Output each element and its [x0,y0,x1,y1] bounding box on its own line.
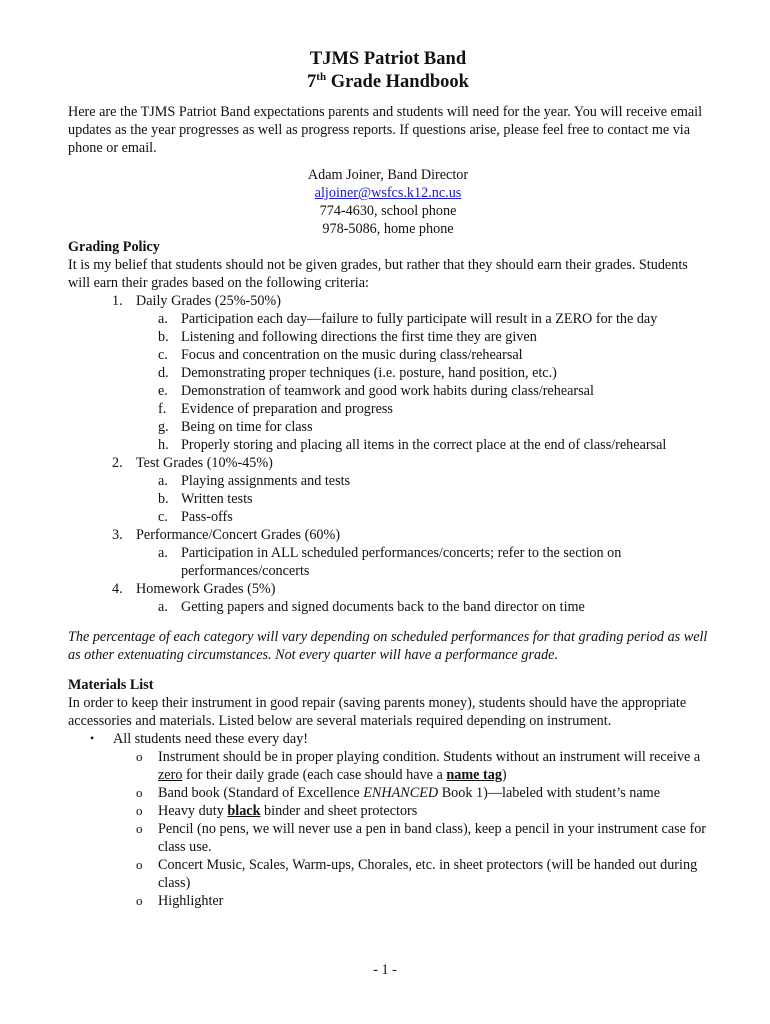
binder-text-pre: Heavy duty [158,803,228,819]
title-line-1: TJMS Patriot Band [309,49,467,69]
highlighter-text: Highlighter [158,893,224,909]
concert-music-text: Concert Music, Scales, Warm-ups, Chorales, etc. in sheet protectors (will be handed out during class) [158,857,698,891]
grading-subcriterion [68,328,708,346]
sub-bullet-marker: o [136,749,143,764]
binder-text-post: binder and sheet protectors [260,803,418,819]
band-book-text-post: Book 1)—labeled with student’s name [438,785,660,801]
subcriterion-text: Properly storing and placing all items in the correct place at the end of class/rehearsal [181,437,667,453]
grading-criterion [68,580,708,598]
grading-note: The percentage of each category will vary depending on scheduled performances for that grading period as well as other extenuating circumstances. Not every quarter will have a performance grade. [68,629,708,663]
materials-subitem-concert-music [68,856,708,892]
page-number: - 1 - [373,962,397,978]
subcriterion-letter: c. [158,347,168,363]
subcriterion-letter: b. [158,491,169,507]
grading-criterion [68,526,708,544]
contact-home-phone: 978-5086, home phone [322,221,454,237]
contact-email-link[interactable]: aljoiner@wsfcs.k12.nc.us [314,185,462,201]
document-title [68,48,708,94]
grading-subcriterion [68,472,708,490]
materials-intro: In order to keep their instrument in good repair (saving parents money), students should have the appropriate accessories and materials. Listed below are several materials required depending on instrument. [68,695,687,729]
black-emphasis: black [227,803,261,819]
title-line-2 [68,71,708,94]
materials-subitem-instrument [68,748,708,784]
grading-criterion [68,292,708,310]
grading-subcriterion [68,598,708,616]
subcriterion-letter: g. [158,419,169,435]
grading-subcriterion [68,490,708,508]
intro-paragraph: Here are the TJMS Patriot Band expectations parents and students will need for the year. You will receive email updates as the year progresses as well as progress reports. If questions arise, please feel free to contact me via phone or email. [68,104,703,156]
subcriterion-text: Being on time for class [181,419,313,435]
grading-subcriterion [68,436,708,454]
grading-criteria-list [68,292,708,616]
instrument-text-post: ) [501,767,507,783]
subcriterion-text: Listening and following directions the first time they are given [181,329,537,345]
title-grade-number: 7 [307,72,317,92]
grading-subcriterion [68,418,708,436]
sub-bullet-marker: o [136,857,143,872]
grading-subcriterion [68,544,708,580]
grading-subcriterion [68,508,708,526]
grading-subcriterion [68,346,708,364]
zero-emphasis: zero [158,767,183,783]
grading-subcriterion [68,310,708,328]
sub-bullet-marker: o [136,785,143,800]
bullet-marker: • [90,731,95,745]
subcriterion-letter: a. [158,311,168,327]
enhanced-emphasis: ENHANCED [363,785,439,801]
criterion-number: 3. [112,527,123,543]
contact-name: Adam Joiner, Band Director [307,167,469,183]
subcriterion-letter: f. [158,401,167,417]
subcriterion-letter: a. [158,599,168,615]
subcriterion-letter: d. [158,365,169,381]
document-page [68,48,708,910]
subcriterion-text: Participation in ALL scheduled performances/concerts; refer to the section on performances/concerts [181,545,622,579]
grading-subcriterion [68,364,708,382]
subcriterion-text: Focus and concentration on the music during class/rehearsal [181,347,523,363]
name-tag-emphasis: name tag [446,767,502,783]
pencil-text: Pencil (no pens, we will never use a pen in band class), keep a pencil in your instrument case for class use. [158,821,707,855]
materials-subitem-binder [68,802,708,820]
instrument-text-pre: Instrument should be in proper playing condition. Students without an instrument will receive a [158,749,701,765]
subcriterion-text: Demonstration of teamwork and good work habits during class/rehearsal [181,383,594,399]
subcriterion-text: Written tests [181,491,253,507]
grading-intro: It is my belief that students should not be given grades, but rather that they should earn their grades. Students will earn their grades based on the following criteria: [68,257,688,291]
grading-subcriterion [68,400,708,418]
sub-bullet-marker: o [136,821,143,836]
criterion-number: 2. [112,455,123,471]
criterion-label: Daily Grades (25%-50%) [136,293,281,309]
grading-criterion [68,454,708,472]
contact-school-phone: 774-4630, school phone [319,203,457,219]
materials-subitem-highlighter [68,892,708,910]
criterion-label: Test Grades (10%-45%) [136,455,273,471]
subcriterion-text: Participation each day—failure to fully participate will result in a ZERO for the day [181,311,658,327]
materials-subitem-pencil [68,820,708,856]
materials-list-heading: Materials List [68,677,154,693]
subcriterion-letter: a. [158,473,168,489]
subcriterion-letter: c. [158,509,168,525]
subcriterion-letter: a. [158,545,168,561]
sub-bullet-marker: o [136,803,143,818]
sub-bullet-marker: o [136,893,143,908]
subcriterion-letter: h. [158,437,169,453]
subcriterion-letter: e. [158,383,168,399]
criterion-number: 4. [112,581,123,597]
materials-bullet-text: All students need these every day! [113,731,309,747]
criterion-label: Performance/Concert Grades (60%) [136,527,341,543]
band-book-text-pre: Band book (Standard of Excellence [158,785,364,801]
criterion-label: Homework Grades (5%) [136,581,276,597]
title-grade-suffix: th [316,70,327,83]
contact-block [68,166,708,238]
grading-policy-heading: Grading Policy [68,239,160,255]
subcriterion-text: Demonstrating proper techniques (i.e. posture, hand position, etc.) [181,365,557,381]
subcriterion-text: Evidence of preparation and progress [181,401,393,417]
subcriterion-text: Playing assignments and tests [181,473,351,489]
subcriterion-text: Pass-offs [181,509,233,525]
materials-bullet-item [68,730,708,748]
criterion-number: 1. [112,293,123,309]
subcriterion-letter: b. [158,329,169,345]
title-grade-rest: Grade Handbook [326,72,469,92]
subcriterion-text: Getting papers and signed documents back to the band director on time [181,599,585,615]
grading-subcriterion [68,382,708,400]
materials-subitem-band-book [68,784,708,802]
instrument-text-mid: for their daily grade (each case should have a [182,767,447,783]
